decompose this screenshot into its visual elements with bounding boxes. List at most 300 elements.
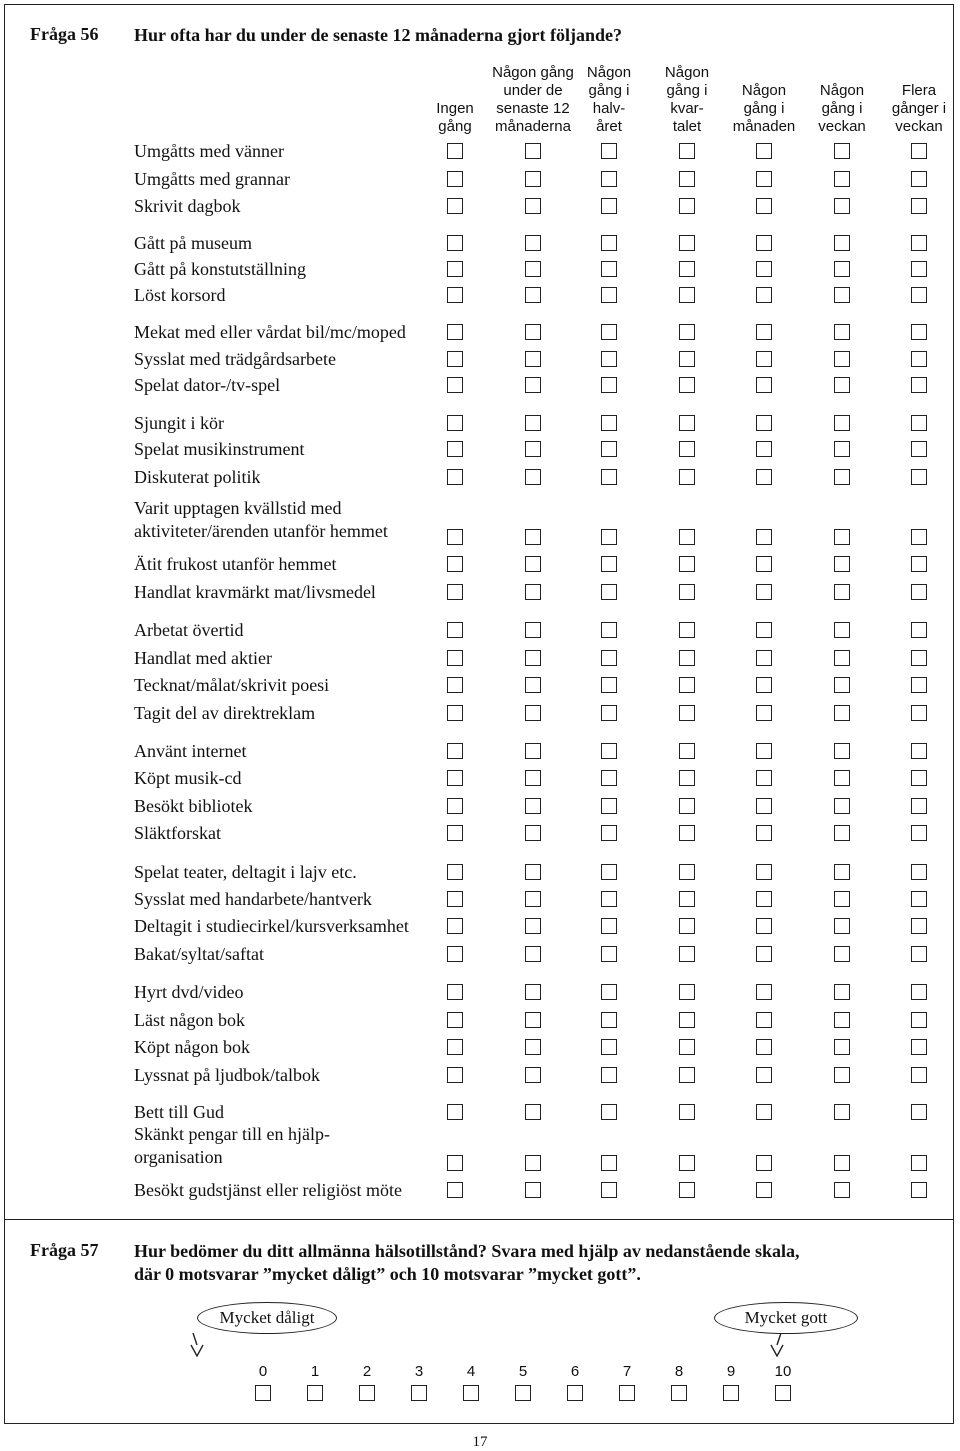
- frequency-checkbox[interactable]: [601, 415, 617, 431]
- frequency-checkbox[interactable]: [679, 1067, 695, 1083]
- frequency-checkbox[interactable]: [447, 946, 463, 962]
- frequency-checkbox[interactable]: [679, 946, 695, 962]
- activity-label: Besökt gudstjänst eller religiöst möte: [134, 1180, 402, 1200]
- frequency-checkbox[interactable]: [601, 529, 617, 545]
- frequency-checkbox[interactable]: [601, 1012, 617, 1028]
- frequency-checkbox[interactable]: [525, 171, 541, 187]
- frequency-checkbox[interactable]: [525, 324, 541, 340]
- frequency-checkbox[interactable]: [911, 798, 927, 814]
- frequency-checkbox[interactable]: [911, 469, 927, 485]
- scale-checkbox[interactable]: [723, 1385, 739, 1401]
- frequency-checkbox[interactable]: [447, 984, 463, 1000]
- frequency-checkbox[interactable]: [447, 198, 463, 214]
- low-anchor-label: Mycket dåligt: [197, 1302, 337, 1334]
- frequency-checkbox[interactable]: [447, 235, 463, 251]
- frequency-checkbox[interactable]: [525, 415, 541, 431]
- frequency-checkbox[interactable]: [911, 584, 927, 600]
- frequency-checkbox[interactable]: [601, 287, 617, 303]
- frequency-checkbox[interactable]: [679, 825, 695, 841]
- frequency-checkbox[interactable]: [911, 770, 927, 786]
- frequency-checkbox[interactable]: [679, 261, 695, 277]
- frequency-checkbox[interactable]: [756, 441, 772, 457]
- column-header: Någon gång under de senaste 12 månaderna: [492, 64, 574, 135]
- frequency-checkbox[interactable]: [679, 743, 695, 759]
- scale-checkbox[interactable]: [671, 1385, 687, 1401]
- frequency-checkbox[interactable]: [756, 705, 772, 721]
- frequency-checkbox[interactable]: [525, 622, 541, 638]
- frequency-checkbox[interactable]: [447, 1039, 463, 1055]
- frequency-checkbox[interactable]: [756, 171, 772, 187]
- frequency-checkbox[interactable]: [525, 469, 541, 485]
- scale-checkbox[interactable]: [255, 1385, 271, 1401]
- activity-label: Tecknat/målat/skrivit poesi: [134, 675, 330, 695]
- activity-label: Umgåtts med grannar: [134, 169, 290, 189]
- frequency-checkbox[interactable]: [525, 287, 541, 303]
- activity-row: [0, 793, 960, 820]
- frequency-checkbox[interactable]: [679, 1104, 695, 1120]
- frequency-checkbox[interactable]: [679, 441, 695, 457]
- scale-checkbox[interactable]: [515, 1385, 531, 1401]
- frequency-checkbox[interactable]: [911, 351, 927, 367]
- frequency-checkbox[interactable]: [679, 705, 695, 721]
- frequency-checkbox[interactable]: [911, 622, 927, 638]
- activity-row: [0, 256, 960, 283]
- frequency-checkbox[interactable]: [911, 287, 927, 303]
- frequency-checkbox[interactable]: [834, 235, 850, 251]
- frequency-checkbox[interactable]: [834, 622, 850, 638]
- frequency-checkbox[interactable]: [447, 1012, 463, 1028]
- frequency-checkbox[interactable]: [834, 377, 850, 393]
- activity-label: Spelat musikinstrument: [134, 439, 305, 459]
- scale-number: 8: [674, 1363, 684, 1380]
- frequency-checkbox[interactable]: [911, 891, 927, 907]
- frequency-checkbox[interactable]: [525, 677, 541, 693]
- frequency-checkbox[interactable]: [679, 677, 695, 693]
- activity-row: [0, 319, 960, 346]
- frequency-checkbox[interactable]: [601, 1155, 617, 1171]
- frequency-checkbox[interactable]: [756, 235, 772, 251]
- frequency-checkbox[interactable]: [911, 415, 927, 431]
- frequency-checkbox[interactable]: [447, 1155, 463, 1171]
- frequency-checkbox[interactable]: [911, 1182, 927, 1198]
- frequency-checkbox[interactable]: [756, 1104, 772, 1120]
- activity-row: [0, 1007, 960, 1034]
- frequency-checkbox[interactable]: [834, 984, 850, 1000]
- frequency-checkbox[interactable]: [447, 1182, 463, 1198]
- frequency-checkbox[interactable]: [679, 351, 695, 367]
- activity-row: [0, 979, 960, 1006]
- frequency-checkbox[interactable]: [525, 1067, 541, 1083]
- frequency-checkbox[interactable]: [679, 143, 695, 159]
- frequency-checkbox[interactable]: [447, 556, 463, 572]
- frequency-checkbox[interactable]: [601, 1067, 617, 1083]
- scale-checkbox[interactable]: [463, 1385, 479, 1401]
- frequency-checkbox[interactable]: [756, 918, 772, 934]
- scale-checkbox[interactable]: [411, 1385, 427, 1401]
- frequency-checkbox[interactable]: [525, 798, 541, 814]
- frequency-checkbox[interactable]: [679, 469, 695, 485]
- frequency-checkbox[interactable]: [525, 377, 541, 393]
- frequency-checkbox[interactable]: [447, 415, 463, 431]
- page-number: 17: [472, 1434, 488, 1450]
- frequency-checkbox[interactable]: [756, 677, 772, 693]
- frequency-checkbox[interactable]: [679, 415, 695, 431]
- frequency-checkbox[interactable]: [834, 584, 850, 600]
- frequency-checkbox[interactable]: [834, 287, 850, 303]
- scale-number: 3: [414, 1363, 424, 1380]
- frequency-checkbox[interactable]: [756, 1067, 772, 1083]
- frequency-checkbox[interactable]: [525, 198, 541, 214]
- scale-checkbox[interactable]: [619, 1385, 635, 1401]
- frequency-checkbox[interactable]: [601, 1039, 617, 1055]
- frequency-checkbox[interactable]: [679, 622, 695, 638]
- frequency-checkbox[interactable]: [834, 556, 850, 572]
- frequency-checkbox[interactable]: [679, 1039, 695, 1055]
- frequency-checkbox[interactable]: [601, 441, 617, 457]
- frequency-checkbox[interactable]: [834, 351, 850, 367]
- frequency-checkbox[interactable]: [525, 650, 541, 666]
- frequency-checkbox[interactable]: [525, 1182, 541, 1198]
- frequency-checkbox[interactable]: [911, 1155, 927, 1171]
- frequency-checkbox[interactable]: [679, 324, 695, 340]
- frequency-checkbox[interactable]: [601, 351, 617, 367]
- frequency-checkbox[interactable]: [756, 946, 772, 962]
- frequency-checkbox[interactable]: [525, 556, 541, 572]
- frequency-checkbox[interactable]: [756, 650, 772, 666]
- frequency-checkbox[interactable]: [911, 235, 927, 251]
- frequency-checkbox[interactable]: [525, 946, 541, 962]
- frequency-checkbox[interactable]: [834, 198, 850, 214]
- activity-label: Skänkt pengar till en hjälp- organisation: [134, 1124, 330, 1167]
- frequency-checkbox[interactable]: [525, 770, 541, 786]
- frequency-checkbox[interactable]: [601, 235, 617, 251]
- frequency-checkbox[interactable]: [756, 864, 772, 880]
- frequency-checkbox[interactable]: [756, 825, 772, 841]
- frequency-checkbox[interactable]: [756, 324, 772, 340]
- frequency-checkbox[interactable]: [447, 377, 463, 393]
- frequency-checkbox[interactable]: [447, 677, 463, 693]
- frequency-checkbox[interactable]: [679, 235, 695, 251]
- frequency-checkbox[interactable]: [834, 946, 850, 962]
- frequency-checkbox[interactable]: [834, 143, 850, 159]
- frequency-checkbox[interactable]: [756, 1012, 772, 1028]
- frequency-checkbox[interactable]: [601, 891, 617, 907]
- frequency-checkbox[interactable]: [601, 556, 617, 572]
- activity-row: [0, 498, 960, 551]
- frequency-checkbox[interactable]: [679, 287, 695, 303]
- activity-row: [0, 230, 960, 257]
- frequency-checkbox[interactable]: [756, 198, 772, 214]
- frequency-checkbox[interactable]: [911, 984, 927, 1000]
- frequency-checkbox[interactable]: [601, 984, 617, 1000]
- frequency-checkbox[interactable]: [756, 770, 772, 786]
- frequency-checkbox[interactable]: [525, 143, 541, 159]
- scale-checkbox[interactable]: [359, 1385, 375, 1401]
- frequency-checkbox[interactable]: [447, 622, 463, 638]
- frequency-checkbox[interactable]: [525, 918, 541, 934]
- frequency-checkbox[interactable]: [679, 1182, 695, 1198]
- frequency-checkbox[interactable]: [447, 891, 463, 907]
- frequency-checkbox[interactable]: [447, 770, 463, 786]
- frequency-checkbox[interactable]: [601, 918, 617, 934]
- frequency-checkbox[interactable]: [679, 198, 695, 214]
- column-header: Någon gång i veckan: [818, 82, 866, 135]
- activity-label: Umgåtts med vänner: [134, 141, 284, 161]
- frequency-checkbox[interactable]: [601, 770, 617, 786]
- frequency-checkbox[interactable]: [525, 235, 541, 251]
- frequency-checkbox[interactable]: [447, 143, 463, 159]
- high-anchor-label: Mycket gott: [714, 1302, 858, 1334]
- frequency-checkbox[interactable]: [447, 441, 463, 457]
- frequency-checkbox[interactable]: [756, 529, 772, 545]
- activity-row: [0, 1177, 960, 1204]
- frequency-checkbox[interactable]: [756, 1155, 772, 1171]
- scale-checkbox[interactable]: [307, 1385, 323, 1401]
- frequency-checkbox[interactable]: [834, 261, 850, 277]
- activity-row: [0, 738, 960, 765]
- frequency-checkbox[interactable]: [756, 984, 772, 1000]
- frequency-checkbox[interactable]: [447, 171, 463, 187]
- frequency-checkbox[interactable]: [601, 677, 617, 693]
- frequency-checkbox[interactable]: [756, 415, 772, 431]
- frequency-checkbox[interactable]: [679, 798, 695, 814]
- scale-checkbox[interactable]: [775, 1385, 791, 1401]
- scale-checkbox[interactable]: [567, 1385, 583, 1401]
- frequency-checkbox[interactable]: [679, 529, 695, 545]
- activity-label: Varit upptagen kvällstid med aktiviteter/ärenden utanför hemmet: [134, 498, 388, 541]
- frequency-checkbox[interactable]: [911, 1012, 927, 1028]
- frequency-checkbox[interactable]: [525, 529, 541, 545]
- activity-row: [0, 346, 960, 373]
- frequency-checkbox[interactable]: [911, 324, 927, 340]
- frequency-checkbox[interactable]: [679, 918, 695, 934]
- frequency-checkbox[interactable]: [911, 143, 927, 159]
- frequency-checkbox[interactable]: [911, 1067, 927, 1083]
- frequency-checkbox[interactable]: [525, 351, 541, 367]
- frequency-checkbox[interactable]: [834, 529, 850, 545]
- frequency-checkbox[interactable]: [834, 1067, 850, 1083]
- frequency-checkbox[interactable]: [447, 261, 463, 277]
- frequency-checkbox[interactable]: [447, 1104, 463, 1120]
- frequency-checkbox[interactable]: [679, 650, 695, 666]
- activity-label: Läst någon bok: [134, 1010, 245, 1030]
- frequency-checkbox[interactable]: [911, 1104, 927, 1120]
- activity-row: [0, 672, 960, 699]
- frequency-checkbox[interactable]: [525, 1104, 541, 1120]
- frequency-checkbox[interactable]: [679, 1012, 695, 1028]
- frequency-checkbox[interactable]: [679, 770, 695, 786]
- activity-label: Spelat dator-/tv-spel: [134, 375, 281, 395]
- frequency-checkbox[interactable]: [447, 584, 463, 600]
- frequency-checkbox[interactable]: [447, 918, 463, 934]
- frequency-checkbox[interactable]: [834, 441, 850, 457]
- frequency-checkbox[interactable]: [756, 261, 772, 277]
- activity-label: Arbetat övertid: [134, 620, 244, 640]
- scale-number: 5: [518, 1363, 528, 1380]
- frequency-checkbox[interactable]: [834, 825, 850, 841]
- frequency-checkbox[interactable]: [834, 1104, 850, 1120]
- frequency-checkbox[interactable]: [834, 677, 850, 693]
- activity-row: [0, 138, 960, 165]
- frequency-checkbox[interactable]: [601, 377, 617, 393]
- frequency-checkbox[interactable]: [679, 556, 695, 572]
- frequency-checkbox[interactable]: [911, 677, 927, 693]
- frequency-checkbox[interactable]: [679, 984, 695, 1000]
- scale-number: 10: [774, 1363, 792, 1380]
- frequency-checkbox[interactable]: [756, 469, 772, 485]
- frequency-checkbox[interactable]: [756, 584, 772, 600]
- frequency-checkbox[interactable]: [447, 287, 463, 303]
- frequency-checkbox[interactable]: [911, 529, 927, 545]
- frequency-checkbox[interactable]: [601, 198, 617, 214]
- column-header: Någon gång i månaden: [732, 82, 796, 135]
- frequency-checkbox[interactable]: [834, 171, 850, 187]
- frequency-checkbox[interactable]: [601, 1104, 617, 1120]
- frequency-checkbox[interactable]: [679, 864, 695, 880]
- frequency-checkbox[interactable]: [525, 864, 541, 880]
- frequency-checkbox[interactable]: [601, 171, 617, 187]
- frequency-checkbox[interactable]: [447, 1067, 463, 1083]
- frequency-checkbox[interactable]: [834, 864, 850, 880]
- frequency-checkbox[interactable]: [756, 351, 772, 367]
- frequency-checkbox[interactable]: [447, 650, 463, 666]
- frequency-checkbox[interactable]: [679, 171, 695, 187]
- frequency-checkbox[interactable]: [834, 705, 850, 721]
- frequency-checkbox[interactable]: [834, 469, 850, 485]
- scale-number: 9: [726, 1363, 736, 1380]
- frequency-checkbox[interactable]: [601, 650, 617, 666]
- frequency-checkbox[interactable]: [525, 1039, 541, 1055]
- frequency-checkbox[interactable]: [911, 864, 927, 880]
- frequency-checkbox[interactable]: [834, 770, 850, 786]
- frequency-checkbox[interactable]: [601, 261, 617, 277]
- frequency-checkbox[interactable]: [911, 171, 927, 187]
- frequency-checkbox[interactable]: [911, 261, 927, 277]
- scale-number: 1: [310, 1363, 320, 1380]
- frequency-checkbox[interactable]: [834, 1155, 850, 1171]
- frequency-checkbox[interactable]: [525, 825, 541, 841]
- frequency-checkbox[interactable]: [525, 261, 541, 277]
- frequency-checkbox[interactable]: [601, 705, 617, 721]
- activity-label: Bett till Gud: [134, 1102, 224, 1122]
- activity-label: Lyssnat på ljudbok/talbok: [134, 1065, 320, 1085]
- frequency-checkbox[interactable]: [525, 1155, 541, 1171]
- question-56-number: Fråga 56: [30, 24, 99, 44]
- frequency-checkbox[interactable]: [756, 798, 772, 814]
- activity-label: Bakat/syltat/saftat: [134, 944, 264, 964]
- frequency-checkbox[interactable]: [525, 584, 541, 600]
- frequency-checkbox[interactable]: [601, 946, 617, 962]
- frequency-checkbox[interactable]: [447, 798, 463, 814]
- frequency-checkbox[interactable]: [447, 469, 463, 485]
- frequency-checkbox[interactable]: [525, 705, 541, 721]
- frequency-checkbox[interactable]: [601, 798, 617, 814]
- frequency-checkbox[interactable]: [601, 584, 617, 600]
- frequency-checkbox[interactable]: [911, 1039, 927, 1055]
- frequency-checkbox[interactable]: [834, 415, 850, 431]
- frequency-checkbox[interactable]: [834, 743, 850, 759]
- frequency-checkbox[interactable]: [679, 1155, 695, 1171]
- frequency-checkbox[interactable]: [447, 324, 463, 340]
- frequency-checkbox[interactable]: [601, 143, 617, 159]
- frequency-checkbox[interactable]: [601, 1182, 617, 1198]
- frequency-checkbox[interactable]: [756, 377, 772, 393]
- frequency-checkbox[interactable]: [756, 743, 772, 759]
- frequency-checkbox[interactable]: [447, 351, 463, 367]
- frequency-checkbox[interactable]: [525, 743, 541, 759]
- frequency-checkbox[interactable]: [679, 891, 695, 907]
- frequency-checkbox[interactable]: [911, 743, 927, 759]
- frequency-checkbox[interactable]: [525, 891, 541, 907]
- frequency-checkbox[interactable]: [911, 918, 927, 934]
- activity-row: [0, 700, 960, 727]
- frequency-checkbox[interactable]: [911, 556, 927, 572]
- frequency-checkbox[interactable]: [601, 825, 617, 841]
- frequency-checkbox[interactable]: [911, 198, 927, 214]
- frequency-checkbox[interactable]: [834, 1039, 850, 1055]
- frequency-checkbox[interactable]: [679, 377, 695, 393]
- frequency-checkbox[interactable]: [834, 918, 850, 934]
- frequency-checkbox[interactable]: [525, 984, 541, 1000]
- frequency-checkbox[interactable]: [911, 441, 927, 457]
- activity-row: [0, 820, 960, 847]
- activity-row: [0, 436, 960, 463]
- frequency-checkbox[interactable]: [447, 529, 463, 545]
- frequency-checkbox[interactable]: [756, 622, 772, 638]
- frequency-checkbox[interactable]: [679, 584, 695, 600]
- frequency-checkbox[interactable]: [834, 891, 850, 907]
- frequency-checkbox[interactable]: [525, 1012, 541, 1028]
- question-57-text-line2: där 0 motsvarar ”mycket dåligt” och 10 motsvarar ”mycket gott”.: [134, 1264, 641, 1284]
- frequency-checkbox[interactable]: [756, 891, 772, 907]
- frequency-checkbox[interactable]: [756, 1182, 772, 1198]
- frequency-checkbox[interactable]: [601, 622, 617, 638]
- column-header: Ingen gång: [436, 100, 474, 135]
- frequency-checkbox[interactable]: [911, 825, 927, 841]
- frequency-checkbox[interactable]: [834, 324, 850, 340]
- frequency-checkbox[interactable]: [447, 705, 463, 721]
- frequency-checkbox[interactable]: [756, 143, 772, 159]
- frequency-checkbox[interactable]: [601, 864, 617, 880]
- activity-row: [0, 886, 960, 913]
- frequency-checkbox[interactable]: [601, 469, 617, 485]
- activity-row: [0, 1124, 960, 1177]
- frequency-checkbox[interactable]: [834, 650, 850, 666]
- frequency-checkbox[interactable]: [601, 743, 617, 759]
- frequency-checkbox[interactable]: [756, 287, 772, 303]
- frequency-checkbox[interactable]: [447, 825, 463, 841]
- frequency-checkbox[interactable]: [834, 798, 850, 814]
- frequency-checkbox[interactable]: [525, 441, 541, 457]
- activity-row: [0, 1099, 960, 1126]
- activity-label: Gått på konstutställning: [134, 259, 306, 279]
- frequency-checkbox[interactable]: [756, 556, 772, 572]
- frequency-checkbox[interactable]: [911, 377, 927, 393]
- frequency-checkbox[interactable]: [756, 1039, 772, 1055]
- frequency-checkbox[interactable]: [911, 705, 927, 721]
- activity-label: Handlat kravmärkt mat/livsmedel: [134, 582, 376, 602]
- frequency-checkbox[interactable]: [601, 324, 617, 340]
- activity-label: Sysslat med handarbete/hantverk: [134, 889, 372, 909]
- frequency-checkbox[interactable]: [834, 1012, 850, 1028]
- frequency-checkbox[interactable]: [911, 650, 927, 666]
- activity-row: [0, 645, 960, 672]
- frequency-checkbox[interactable]: [911, 946, 927, 962]
- scale-number: 4: [466, 1363, 476, 1380]
- frequency-checkbox[interactable]: [447, 743, 463, 759]
- frequency-checkbox[interactable]: [447, 864, 463, 880]
- frequency-checkbox[interactable]: [834, 1182, 850, 1198]
